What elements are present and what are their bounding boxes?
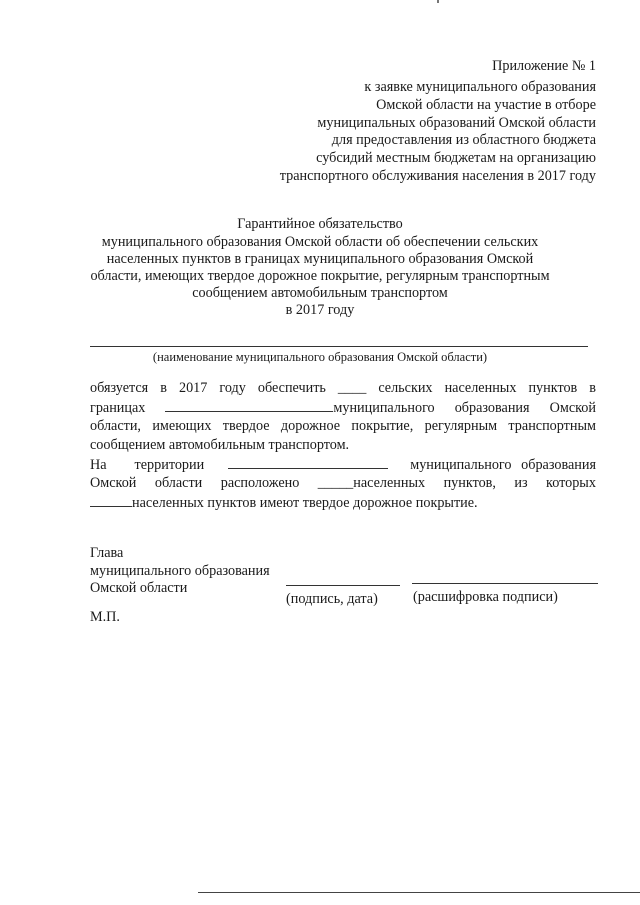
appendix-line: к заявке муниципального образования [364,79,596,95]
borders-blank[interactable] [165,399,333,412]
body-line-1 [90,380,596,396]
body-word: населенных [444,380,517,396]
title-line: сообщением автомобильным транспортом [192,285,448,301]
title-line: в 2017 году [285,302,355,318]
body-line-3: области, имеющих твердое дорожное покрытие, регулярным транспортным [90,418,596,434]
title-line: Гарантийное обязательство [237,216,403,232]
municipality-caption: (наименование муниципального образования Омской области) [152,350,488,364]
body-word: которых [546,475,596,491]
body-word: обязуется [90,380,149,396]
body-word: расположено [220,475,300,491]
body-word: муниципального [333,400,435,416]
body-word: из [514,475,528,491]
body-word: в [589,380,596,396]
signature-decode-caption: (расшифровка подписи) [413,589,558,605]
signature-title: муниципального образования [90,563,270,579]
body-word: году [219,380,246,396]
body-word: границах [90,400,146,416]
scan-mark [437,0,439,3]
appendix-line: субсидий местным бюджетам на организацию [316,150,596,166]
body-line-7 [90,494,478,511]
body-word: На [90,457,107,473]
body-line-2 [90,399,596,416]
signature-title: Омской области [90,580,188,596]
signature-caption: (подпись, дата) [286,591,378,607]
title-line: области, имеющих твердое дорожное покрытие, регулярным транспортным [90,268,550,284]
body-word: муниципального [410,457,512,473]
scan-edge-line [198,892,640,893]
body-line-5 [90,456,596,473]
located-settlements-blank[interactable]: _____населенных [317,475,426,491]
body-word: обеспечить [257,380,326,396]
body-word: сельских [378,380,433,396]
signature-line[interactable] [286,585,400,586]
appendix-number: Приложение № 1 [492,58,596,74]
body-word: пунктов, [443,475,496,491]
signature-title: Глава [90,545,124,561]
signature-decode-line[interactable] [412,583,598,584]
appendix-line: муниципальных образований Омской области [317,115,596,131]
settlements-count-blank[interactable]: ____ [337,380,367,396]
municipality-name-line[interactable] [90,346,588,347]
body-word: образования [521,457,596,473]
appendix-line: транспортного обслуживания населения в 2017 году [279,168,596,184]
body-word: области [154,475,203,491]
body-word: пунктов [528,380,578,396]
paved-settlements-blank[interactable] [90,494,132,507]
body-word: образования [454,400,530,416]
body-word: населенных пунктов имеют твердое дорожное покрытие. [132,495,478,511]
body-word: Омской [549,400,596,416]
body-word: в [160,380,167,396]
body-word: территории [134,457,205,473]
territory-blank[interactable] [228,456,388,469]
body-line-4: сообщением автомобильным транспортом. [90,437,350,453]
body-word: Омской [90,475,137,491]
appendix-line: для предоставления из областного бюджета [331,132,596,148]
title-line: населенных пунктов в границах муниципального образования Омской [106,251,534,267]
body-line-6 [90,475,596,491]
stamp-placeholder: М.П. [90,609,120,625]
title-line: муниципального образования Омской области об обеспечении сельских [101,234,539,250]
body-word: 2017 [178,380,208,396]
appendix-line: Омской области на участие в отборе [376,97,596,113]
